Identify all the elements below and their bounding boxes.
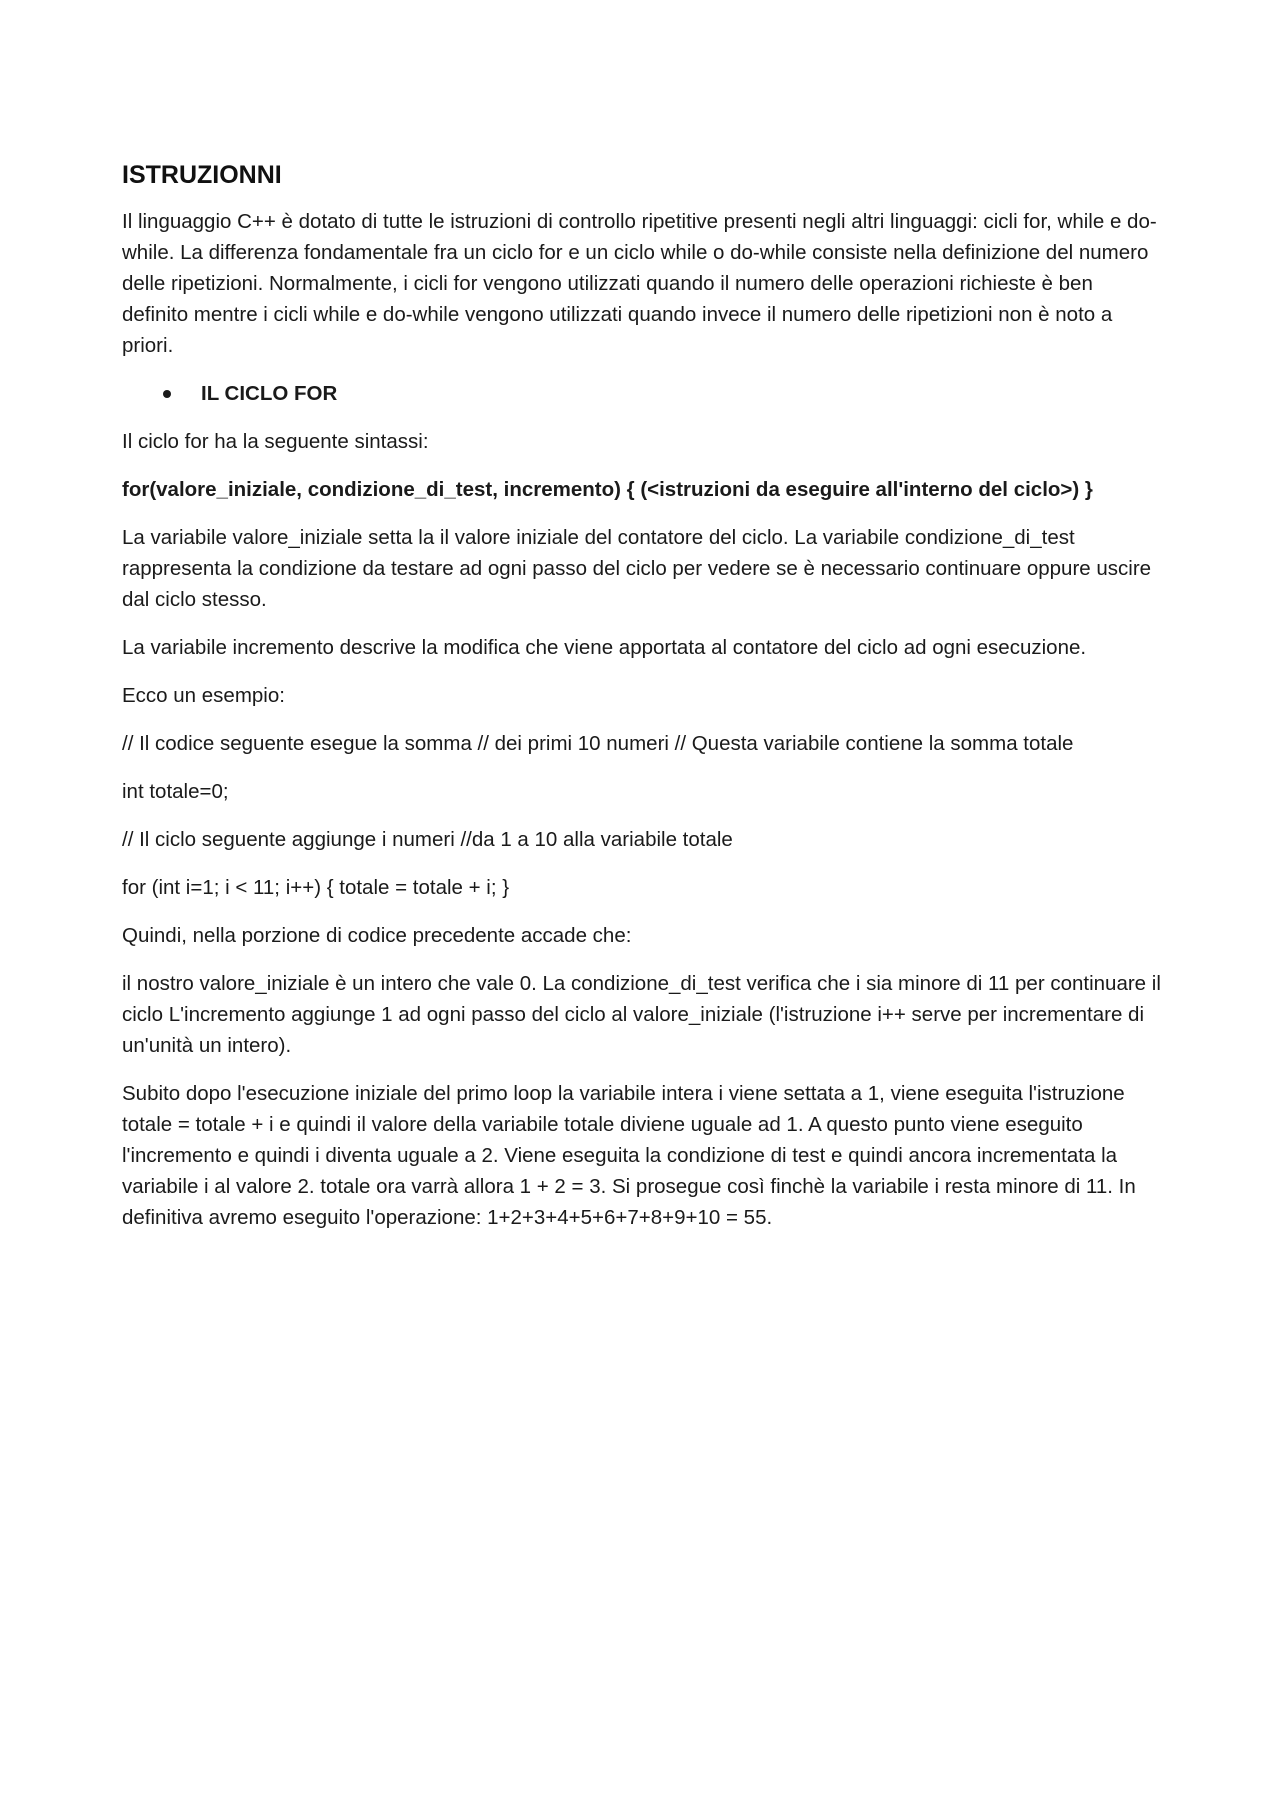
intro-paragraph: Il linguaggio C++ è dotato di tutte le istruzioni di controllo ripetitive presenti negli altri linguaggi: cicli for, while e do-while. La differenza fondamentale fra un ciclo for e un ciclo while o do-while consiste nella definizione del numero delle ripetizioni. Normalmente, i cicli for vengono utilizzati quando il numero delle operazioni richieste è ben definito mentre i cicli while e do-while vengono utilizzati quando invece il numero delle ripetizioni non è noto a priori.	[122, 210, 1157, 357]
code-declaration: int totale=0;	[122, 780, 229, 803]
document-page	[122, 160, 1162, 1250]
code-comment-2: // Il ciclo seguente aggiunge i numeri //da 1 a 10 alla variabile totale	[122, 828, 733, 851]
bullet-heading	[122, 378, 1162, 409]
bullet-heading-text: IL CICLO FOR	[201, 382, 338, 405]
syntax-line: for(valore_iniziale, condizione_di_test, incremento) { (<istruzioni da eseguire all'interno del ciclo>) }	[122, 478, 1093, 501]
variables-paragraph: La variabile valore_iniziale setta la il valore iniziale del contatore del ciclo. La variabile condizione_di_test rappresenta la condizione da testare ad ogni passo del ciclo per vedere se è necessario continuare oppure uscire dal ciclo stesso.	[122, 526, 1152, 611]
increment-paragraph: La variabile incremento descrive la modifica che viene apportata al contatore del ciclo ad ogni esecuzione.	[122, 636, 1087, 659]
syntax-intro: Il ciclo for ha la seguente sintassi:	[122, 430, 429, 453]
explain-paragraph-2: Subito dopo l'esecuzione iniziale del primo loop la variabile intera i viene settata a 1, viene eseguita l'istruzione totale = totale + i e quindi il valore della variabile totale diviene uguale ad 1. A questo punto viene eseguito l'incremento e quindi i diventa uguale a 2. Viene eseguita la condizione di test e quindi ancora incrementata la variabile i al valore 2. totale ora varrà allora 1 + 2 = 3. Si prosegue così finchè la variabile i resta minore di 11. In definitiva avremo eseguito l'operazione: 1+2+3+4+5+6+7+8+9+10 = 55.	[122, 1082, 1136, 1229]
document-title: ISTRUZIONNI	[122, 161, 282, 189]
code-comment-1: // Il codice seguente esegue la somma // dei primi 10 numeri // Questa variabile contiene la somma totale	[122, 732, 1074, 755]
code-loop: for (int i=1; i < 11; i++) { totale = totale + i; }	[122, 876, 510, 899]
explain-intro: Quindi, nella porzione di codice precedente accade che:	[122, 924, 632, 947]
example-intro: Ecco un esempio:	[122, 684, 285, 707]
explain-paragraph-1: il nostro valore_iniziale è un intero che vale 0. La condizione_di_test verifica che i sia minore di 11 per continuare il ciclo L'incremento aggiunge 1 ad ogni passo del ciclo al valore_iniziale (l'istruzione i++ serve per incrementare di un'unità un intero).	[122, 972, 1161, 1057]
bullet-dot-icon	[163, 390, 171, 398]
